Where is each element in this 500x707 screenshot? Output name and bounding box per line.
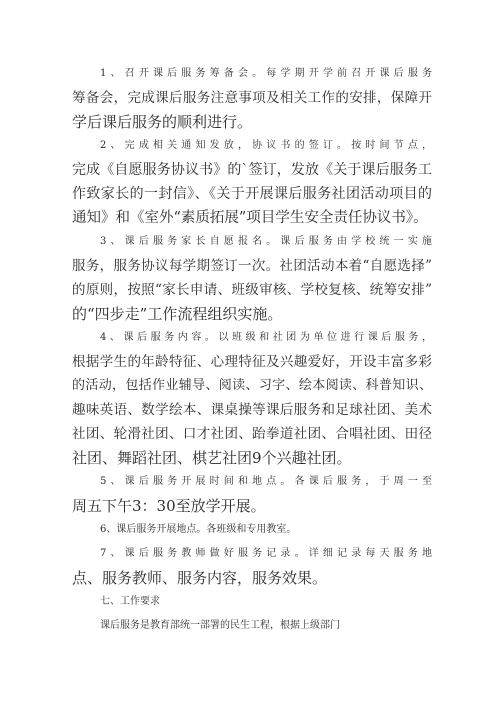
- text-line: 4、课后服务内容。以班级和社团为单位进行课后服务，: [100, 332, 432, 343]
- text-line: 课后服务是教育部统一部署的民生工程，根据上级部门: [100, 620, 340, 631]
- text-line: 的活动，包括作业辅导、阅读、习字、绘本阅读、科普知识、: [72, 378, 432, 393]
- text-line: 趣味英语、数学绘本、课桌操等课后服务和足球社团、美术: [72, 402, 432, 418]
- text-line: 点、服务教师、服务内容，服务效果。: [72, 569, 328, 587]
- text-line: 根据学生的年龄特征、心理特征及兴趣爱好，开设丰富多彩: [72, 354, 432, 370]
- text-line: 学后课后服务的顺利进行。: [72, 113, 253, 131]
- text-line: 服务，服务协议每学期签订一次。社团活动本着“自愿选择”: [72, 258, 432, 274]
- paragraph: [72, 518, 432, 542]
- text-line: 筹备会，完成课后服务注意事项及相关工作的安排，保障开: [72, 90, 432, 106]
- paragraph: [72, 590, 432, 614]
- paragraph: [72, 62, 432, 134]
- paragraph: [72, 230, 432, 326]
- text-line: 6、课后服务开展地点。各班级和专用教室。: [100, 524, 297, 535]
- text-line: 七、工作要求: [100, 596, 160, 607]
- paragraph: [72, 134, 432, 230]
- text-line: 1、召开课后服务筹备会。每学期开学前召开课后服务: [100, 68, 432, 79]
- paragraph: [72, 542, 432, 590]
- text-line: 2、完成相关通知发放，协议书的签订。按时间节点，: [100, 140, 432, 151]
- text-line: 的“四步走”工作流程组织实施。: [72, 305, 283, 323]
- paragraph: [72, 470, 432, 518]
- paragraph: [72, 614, 432, 638]
- text-line: 完成《自愿服务协议书》的`签订，发放《关于课后服务工: [72, 162, 432, 178]
- text-line: 社团、轮滑社团、口才社团、跆拳道社团、合唱社团、田径: [72, 426, 432, 442]
- text-line: 通知》和《室外“素质拓展”项目学生安全责任协议书》。: [72, 210, 428, 226]
- text-line: 的原则，按照“家长申请、班级审核、学校复核、统筹安排”: [72, 282, 432, 298]
- text-line: 社团、舞蹈社团、棋艺社团9个兴趣社团。: [72, 449, 352, 467]
- text-line: 周五下午3：30至放学开展。: [72, 497, 266, 515]
- text-line: 5、课后服务开展时间和地点。各课后服务，于周一至: [100, 476, 432, 487]
- paragraph: [72, 326, 432, 470]
- text-line: 作致家长的一封信》、《关于开展课后服务社团活动项目的: [72, 186, 432, 202]
- text-line: 7、课后服务教师做好服务记录。详细记录每天服务地: [100, 548, 432, 559]
- text-line: 3、课后服务家长自愿报名。课后服务由学校统一实施: [100, 236, 432, 247]
- document-body: [72, 62, 432, 638]
